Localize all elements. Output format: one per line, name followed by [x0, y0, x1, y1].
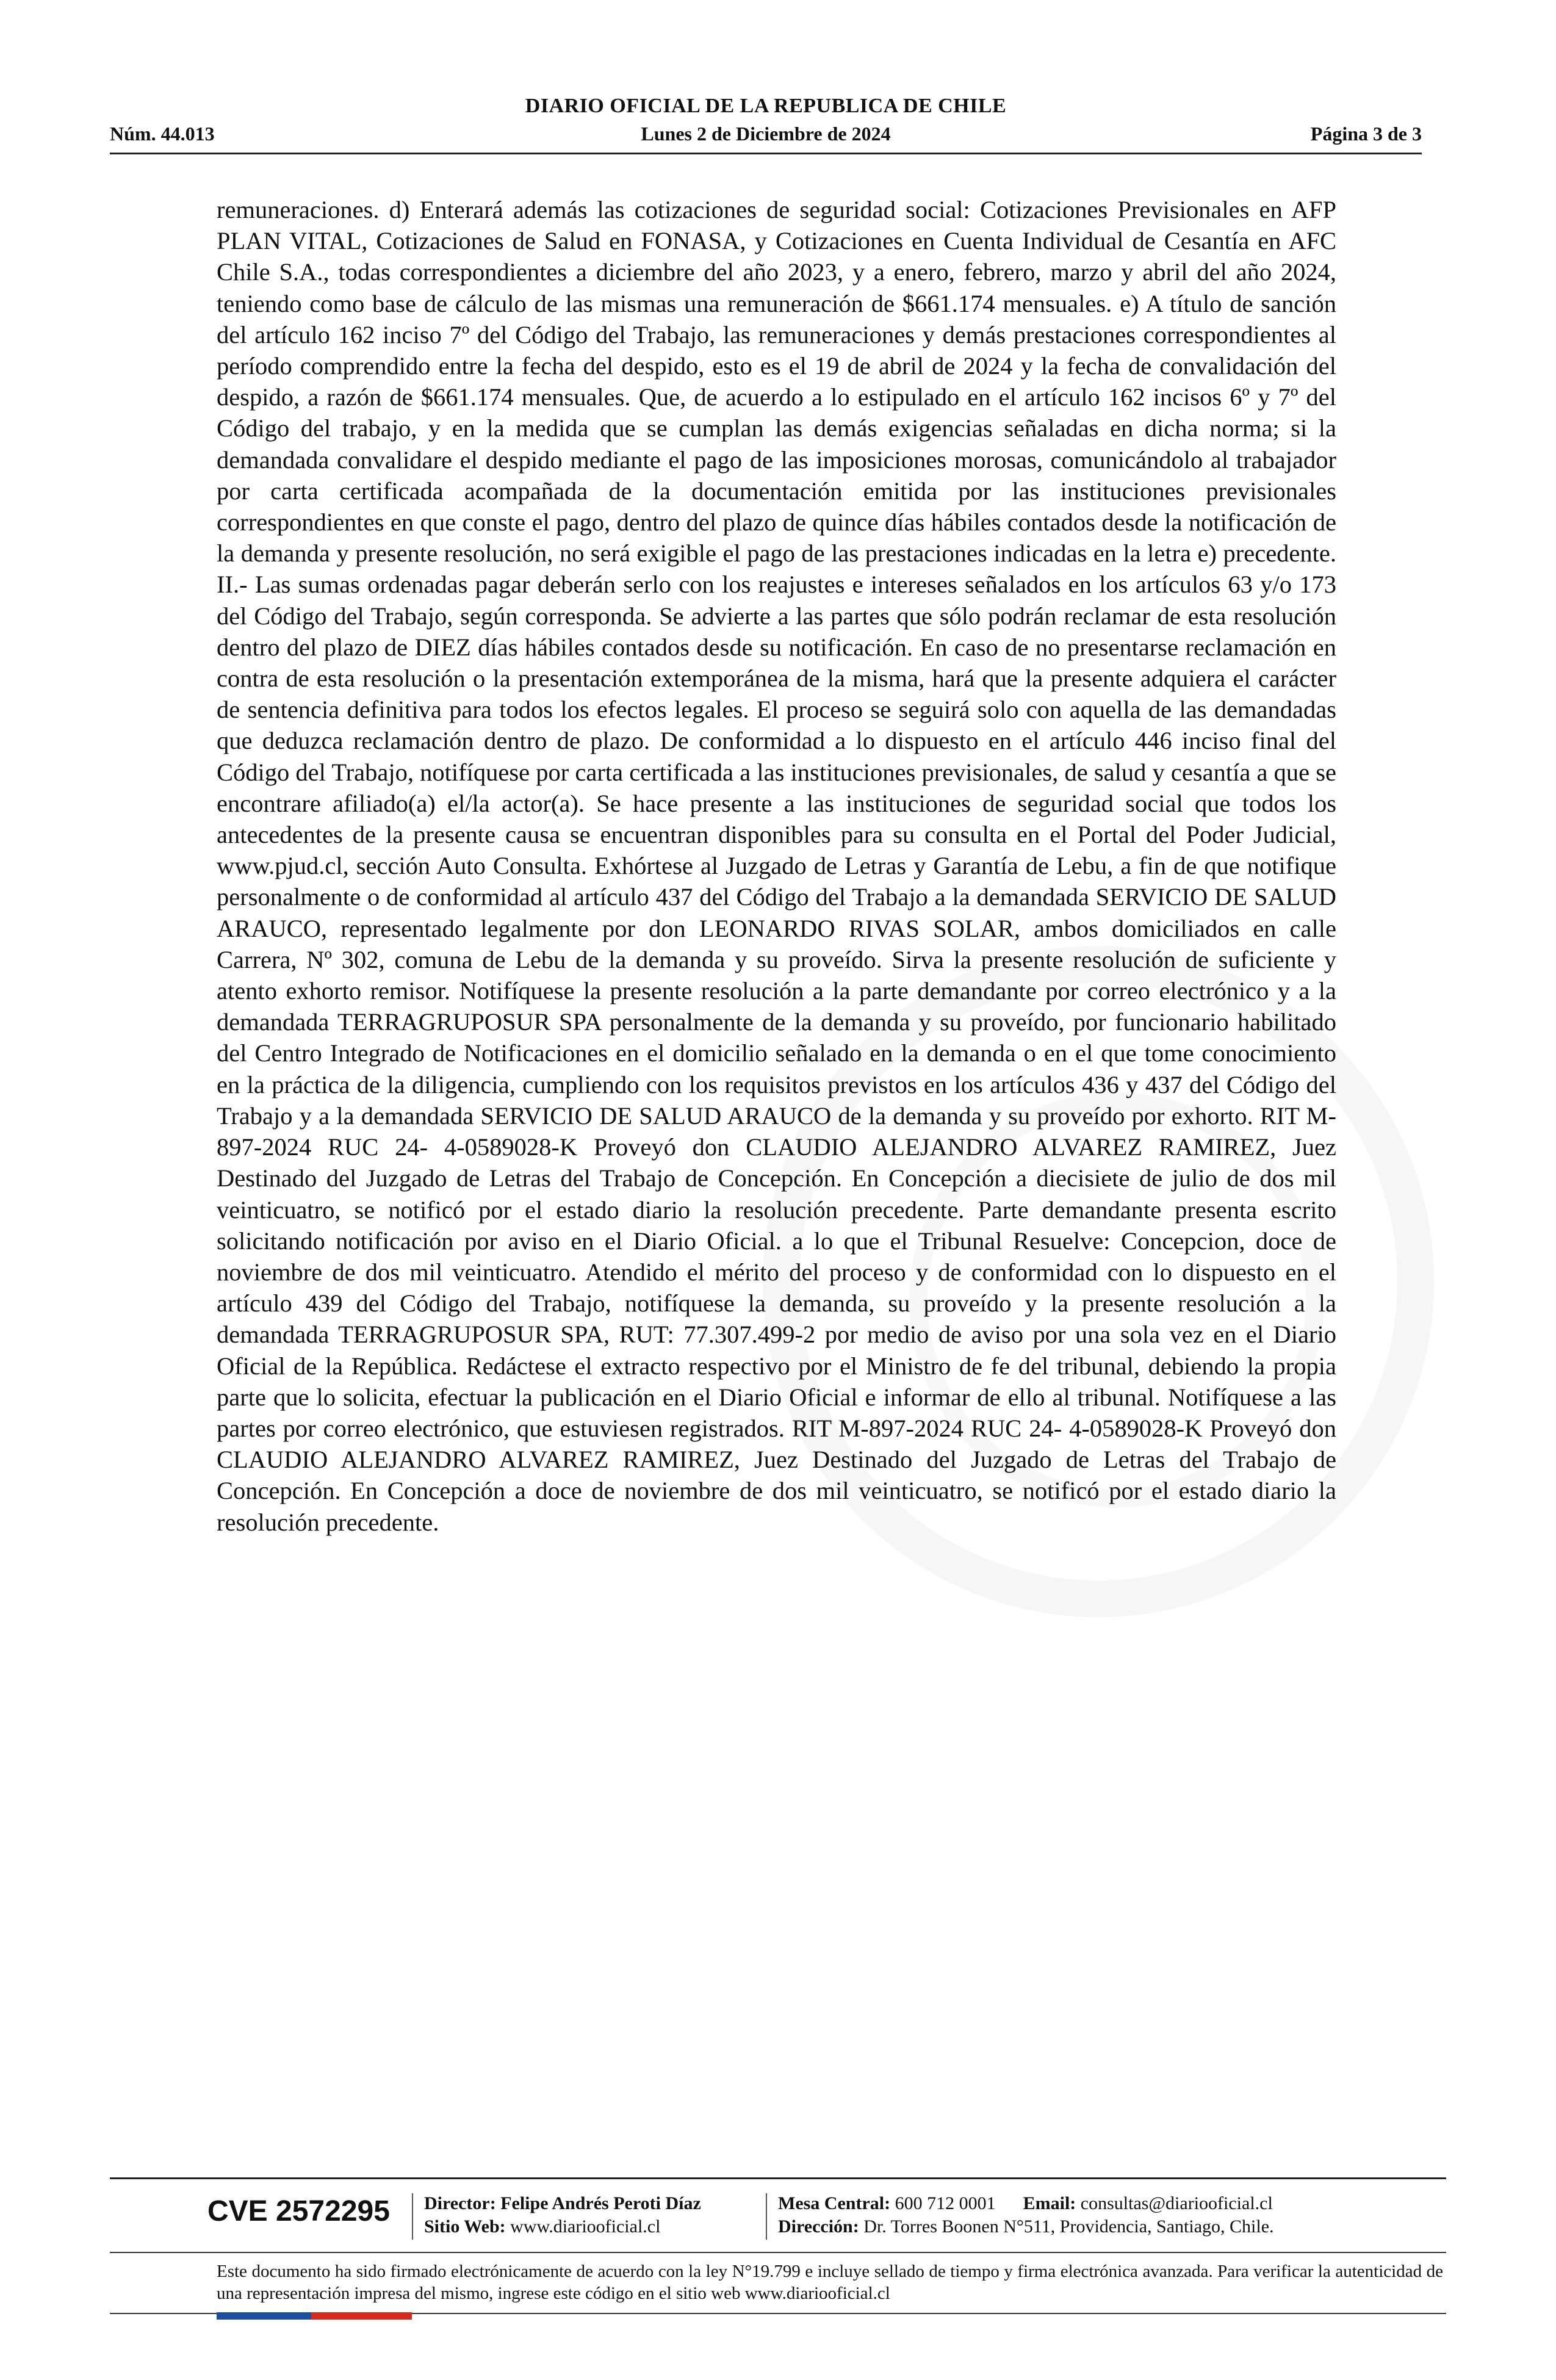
page-number: Página 3 de 3 — [1310, 123, 1422, 145]
issue-number: Núm. 44.013 — [110, 123, 215, 145]
mesa-central-phone: 600 712 0001 — [895, 2193, 996, 2213]
director-label: Director: — [424, 2193, 496, 2213]
footer-middle-rule — [110, 2252, 1446, 2253]
page-header — [110, 95, 1422, 154]
email-label: Email: — [1023, 2193, 1076, 2213]
footer-director-block — [424, 2192, 701, 2238]
cve-code: CVE 2572295 — [207, 2195, 390, 2227]
director-name: Felipe Andrés Peroti Díaz — [500, 2193, 701, 2213]
address-value: Dr. Torres Boonen N°511, Providencia, Santiago, Chile. — [863, 2216, 1274, 2237]
address-label: Dirección: — [778, 2216, 859, 2237]
legal-notice: Este documento ha sido firmado electrónicamente de acuerdo con la ley N°19.799 e incluye sellado de tiempo y firma electrónica avanzada. Para verificar la autenticidad de una representación impresa del mismo, ingrese este código en el sitio web www.diariooficial.cl — [217, 2262, 1443, 2303]
publication-title: DIARIO OFICIAL DE LA REPUBLICA DE CHILE — [525, 95, 1007, 117]
flag-red-stripe — [311, 2312, 412, 2320]
mesa-central-label: Mesa Central: — [778, 2193, 891, 2213]
footer-divider — [766, 2193, 767, 2240]
document-body — [217, 194, 1336, 1538]
publication-date: Lunes 2 de Diciembre de 2024 — [641, 123, 891, 145]
website-link[interactable]: www.diariooficial.cl — [510, 2216, 661, 2237]
email-link[interactable]: consultas@diariooficial.cl — [1080, 2193, 1273, 2213]
footer-contact-block — [778, 2192, 1274, 2238]
footer-top-rule — [110, 2177, 1446, 2179]
page-footer — [110, 2177, 1446, 2348]
website-label: Sitio Web: — [424, 2216, 506, 2237]
footer-divider — [412, 2193, 413, 2240]
chile-flag-stripe — [217, 2312, 412, 2320]
body-paragraph: remuneraciones. d) Enterará además las cotizaciones de seguridad social: Cotizaciones Previsionales en AFP PLAN VITAL, Cotizaciones de Salud en FONASA, y Cotizaciones en Cuenta Individual de Cesantía en AFC Chile S.A., todas correspondientes a diciembre del año 2023, y a enero, febrero, marzo y abril del año 2024, teniendo como base de cálculo de las mismas una remuneración de $661.174 mensuales. e) A título de sanción del artículo 162 inciso 7º del Código del Trabajo, las remuneraciones y demás prestaciones correspondientes al período comprendido entre la fecha del despido, esto es el 19 de abril de 2024 y la fecha de convalidación del despido, a razón de $661.174 mensuales. Que, de acuerdo a lo estipulado en el artículo 162 incisos 6º y 7º del Código del trabajo, y en la medida que se cumplan las demás exigencias señaladas en dicha norma; si la demandada convalidare el despido mediante el pago de las imposiciones morosas, comunicándolo al trabajador por carta certificada acompañada de la documentación emitida por las instituciones previsionales correspondientes en que conste el pago, dentro del plazo de quince días hábiles contados desde la notificación de la demanda y presente resolución, no será exigible el pago de las prestaciones indicadas en la letra e) precedente. II.- Las sumas ordenadas pagar deberán serlo con los reajustes e intereses señalados en los artículos 63 y/o 173 del Código del Trabajo, según corresponda. Se advierte a las partes que sólo podrán reclamar de esta resolución dentro del plazo de DIEZ días hábiles contados desde su notificación. En caso de no presentarse reclamación en contra de esta resolución o la presentación extemporánea de la misma, hará que la presente adquiera el carácter de sentencia definitiva para todos los efectos legales. El proceso se seguirá solo con aquella de las demandadas que deduzca reclamación dentro de plazo. De conformidad a lo dispuesto en el artículo 446 inciso final del Código del Trabajo, notifíquese por carta certificada a las instituciones previsionales, de salud y cesantía a que se encontrare afiliado(a) el/la actor(a). Se hace presente a las instituciones de seguridad social que todos los antecedentes de la presente causa se encuentran disponibles para su consulta en el Portal del Poder Judicial, www.pjud.cl, sección Auto Consulta. Exhórtese al Juzgado de Letras y Garantía de Lebu, a fin de que notifique personalmente o de conformidad al artículo 437 del Código del Trabajo a la demandada SERVICIO DE SALUD ARAUCO, representado legalmente por don LEONARDO RIVAS SOLAR, ambos domiciliados en calle Carrera, Nº 302, comuna de Lebu de la demanda y su proveído. Sirva la presente resolución de suficiente y atento exhorto remisor. Notifíquese la presente resolución a la parte demandante por correo electrónico y a la demandada TERRAGRUPOSUR SPA personalmente de la demanda y su proveído, por funcionario habilitado del Centro Integrado de Notificaciones en el domicilio señalado en la demanda o en el que tome conocimiento en la práctica de la diligencia, cumpliendo con los requisitos previstos en los artículos 436 y 437 del Código del Trabajo y a la demandada SERVICIO DE SALUD ARAUCO de la demanda y su proveído por exhorto. RIT M-897-2024 RUC 24- 4-0589028-K Proveyó don CLAUDIO ALEJANDRO ALVAREZ RAMIREZ, Juez Destinado del Juzgado de Letras del Trabajo de Concepción. En Concepción a diecisiete de julio de dos mil veinticuatro, se notificó por el estado diario la resolución precedente. Parte demandante presenta escrito solicitando notificación por aviso en el Diario Oficial. a lo que el Tribunal Resuelve: Concepcion, doce de noviembre de dos mil veinticuatro. Atendido el mérito del proceso y de conformidad con lo dispuesto en el artículo 439 del Código del Trabajo, notifíquese la demanda, su proveído y la presente resolución a la demandada TERRAGRUPOSUR SPA, RUT: 77.307.499-2 por medio de aviso por una sola vez en el Diario Oficial de la República. Redáctese el extracto respectivo por el Ministro de fe del tribunal, debiendo la propia parte que lo solicita, efectuar la publicación en el Diario Oficial e informar de ello al tribunal. Notifíquese a las partes por correo electrónico, que estuviesen registrados. RIT M-897-2024 RUC 24- 4-0589028-K Proveyó don CLAUDIO ALEJANDRO ALVAREZ RAMIREZ, Juez Destinado del Juzgado de Letras del Trabajo de Concepción. En Concepción a doce de noviembre de dos mil veinticuatro, se notificó por el estado diario la resolución precedente. — [217, 196, 1336, 1536]
flag-blue-stripe — [217, 2312, 311, 2320]
